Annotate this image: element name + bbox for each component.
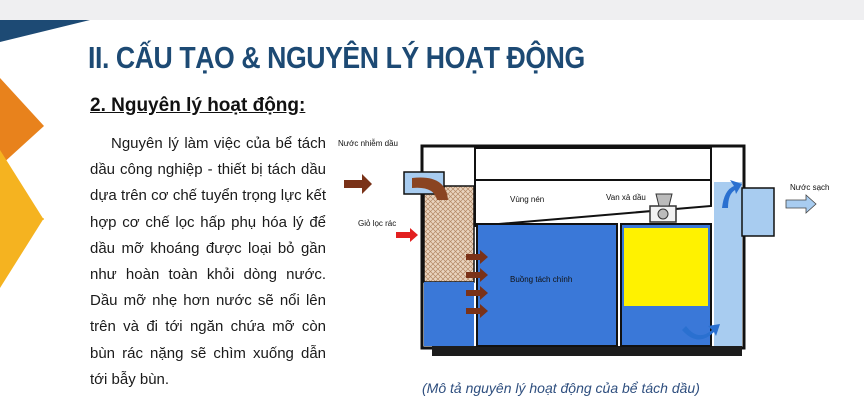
label-valve: Van xả dầu: [606, 193, 646, 202]
label-outlet: Nước sạch: [790, 183, 830, 192]
inlet-arrow: [344, 174, 372, 194]
top-compartment: [475, 148, 711, 180]
yellow-decoration-bottom: [0, 218, 44, 288]
slide-title: II. CẤU TẠO & NGUYÊN LÝ HOẠT ĐỘNG: [88, 40, 585, 75]
outlet-arrow: [786, 195, 816, 213]
oil-separator-diagram: [338, 134, 838, 360]
diagram-caption: (Mô tả nguyên lý hoạt động của bể tách dầu): [422, 380, 700, 396]
body-paragraph: Nguyên lý làm việc của bể tách dầu công nghiệp - thiết bị tách dầu dựa trên cơ chế tuyển trọng lực kết hợp cơ chế lọc hấp phụ hóa lý để dầu mỡ khoáng được loại bỏ gần như hoàn toàn khỏi dòng nước. Dầu mỡ nhẹ hơn nước sẽ nổi lên trên và đi tới ngăn chứa mỡ còn bùn rác nặng sẽ chìm xuống dẫn tới bẫy bùn.: [90, 135, 326, 388]
filter-basket: [424, 186, 474, 282]
label-chamber: Buồng tách chính: [510, 275, 573, 284]
corner-decoration: [0, 20, 90, 42]
label-inlet: Nước nhiễm dầu: [338, 139, 398, 148]
valve-pipe: [656, 194, 672, 206]
valve-wheel: [658, 209, 668, 219]
basket-arrow: [396, 228, 418, 242]
outlet-pipe-box: [742, 188, 774, 236]
oil-layer: [624, 228, 708, 306]
yellow-decoration-top: [0, 150, 44, 220]
label-basket: Giỏ lọc rác: [358, 219, 397, 228]
tank-base: [432, 346, 742, 356]
label-compression: Vùng nén: [510, 195, 545, 204]
main-chamber-water: [477, 224, 617, 346]
section-heading: 2. Nguyên lý hoạt động:: [90, 95, 306, 116]
top-bar: [0, 0, 864, 20]
